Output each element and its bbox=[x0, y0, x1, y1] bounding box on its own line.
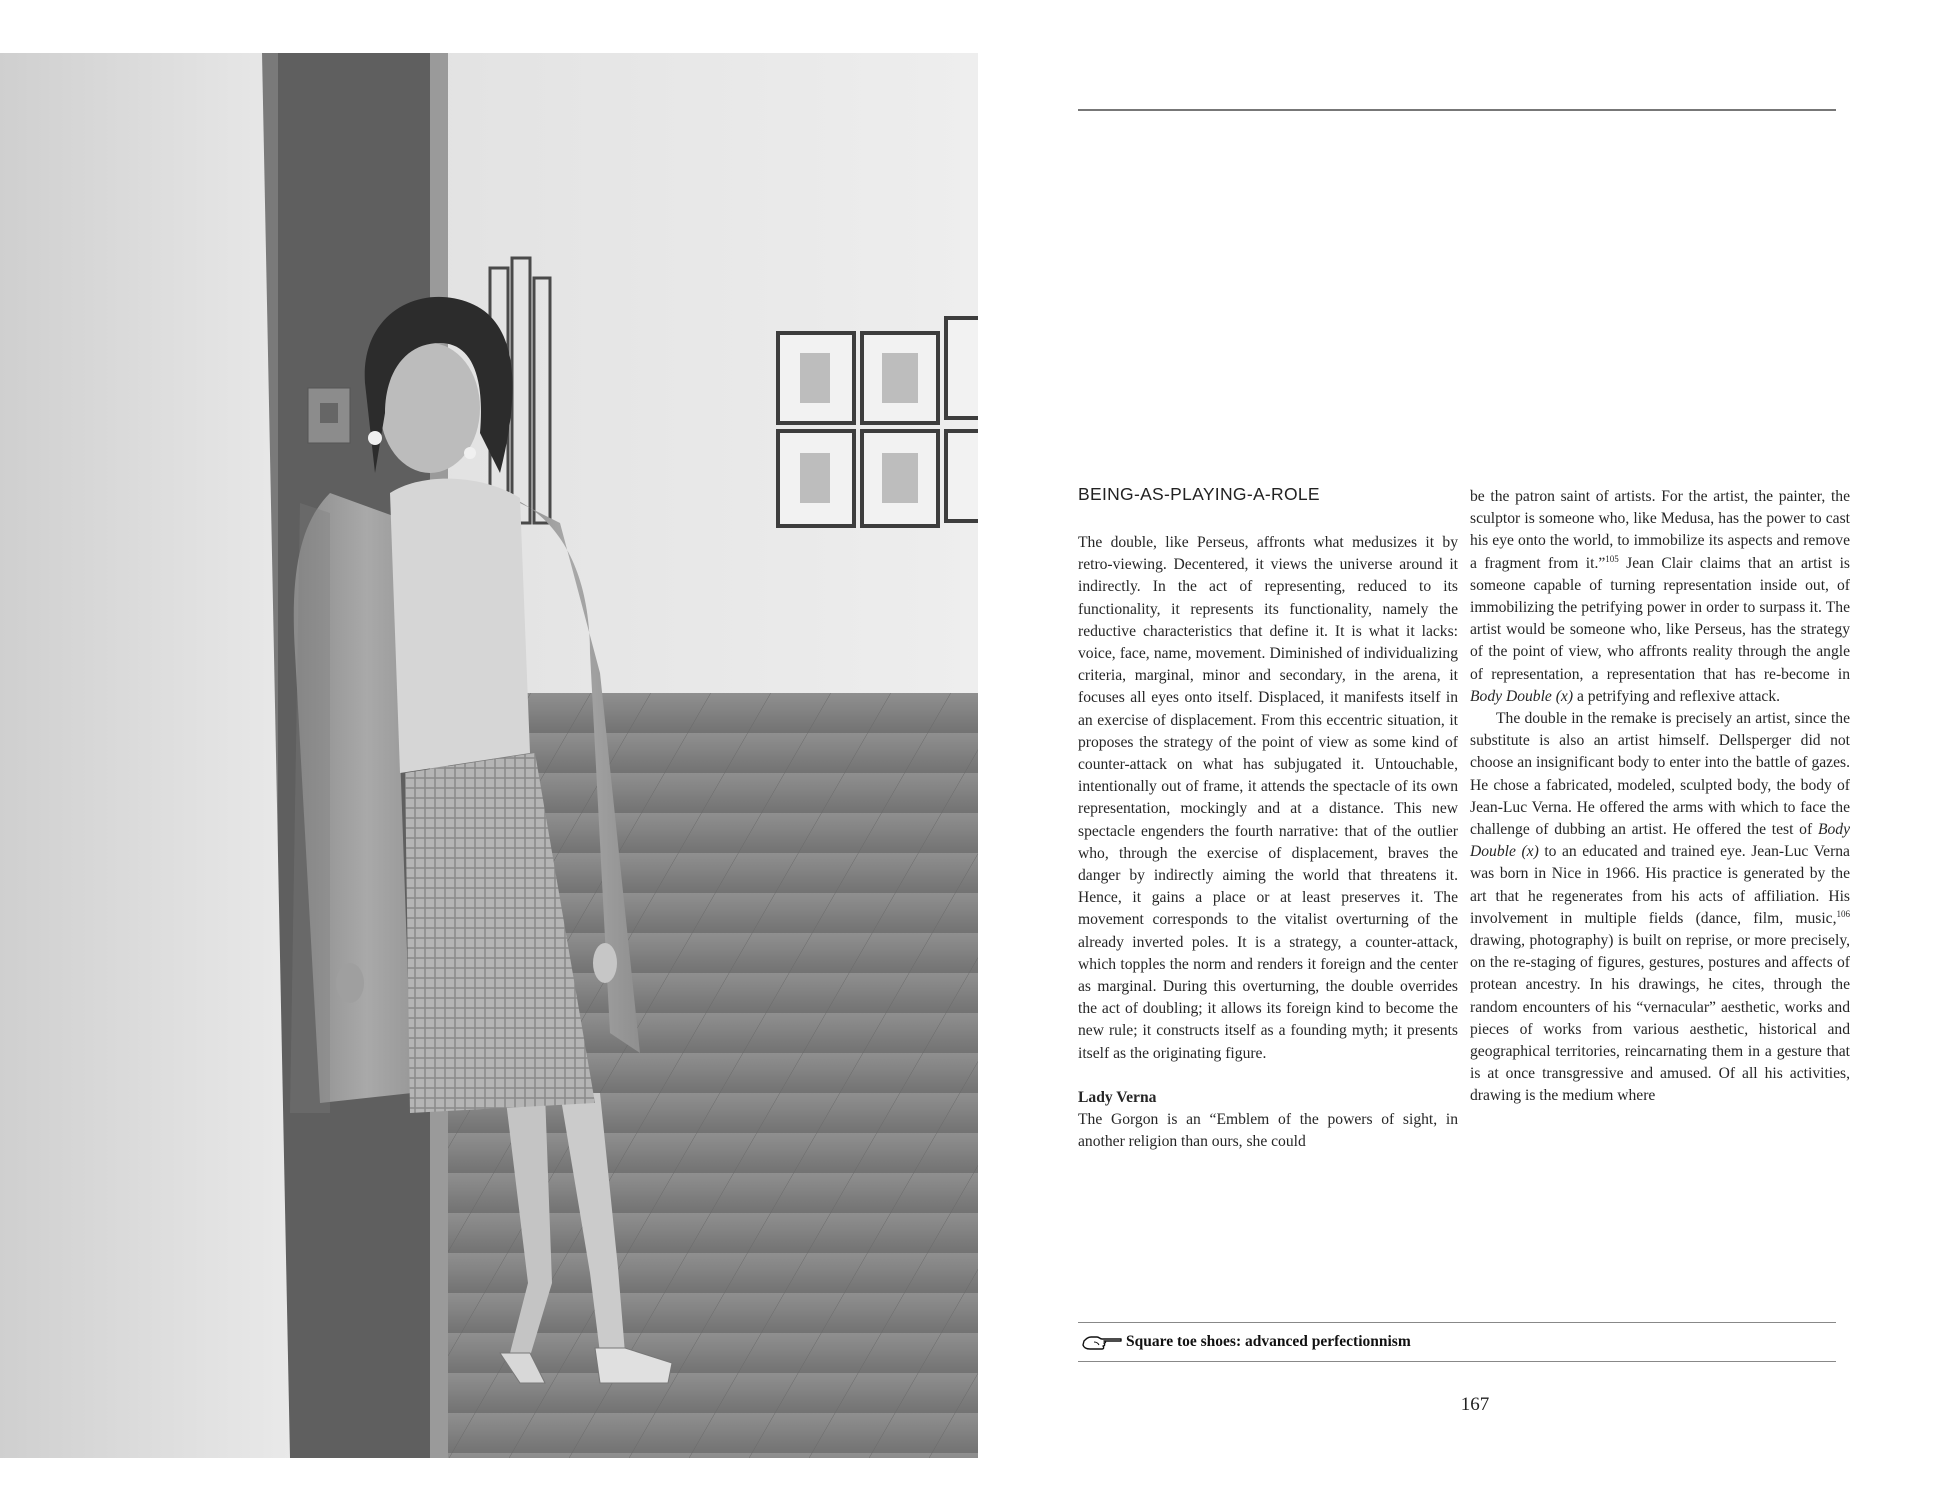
margin-note-rule-top bbox=[1078, 1322, 1836, 1323]
photograph bbox=[0, 53, 978, 1458]
top-rule bbox=[1078, 109, 1836, 111]
text-run: to an educated and trained eye. Jean-Luc Verna was born in Nice in 1966. His practice is generated by the art that he regenerates from his acts of affiliation. His involvement in multiple fields (dance, film, music, bbox=[1470, 843, 1850, 927]
text-column-left bbox=[1078, 532, 1458, 1153]
footnote-ref-105[interactable]: 105 bbox=[1605, 553, 1619, 564]
text-column-right bbox=[1470, 486, 1850, 1108]
footnote-ref-106[interactable]: 106 bbox=[1836, 908, 1850, 919]
pointing-hand-icon bbox=[1082, 1333, 1122, 1351]
body-paragraph bbox=[1470, 486, 1850, 708]
text-run: be the patron saint of artists. For the artist, the painter, the sculptor is someone who, like Medusa, has the power to cast his eye onto the world, to immobilize its aspects and remove a fragment from it.” bbox=[1470, 488, 1850, 572]
text-run: The double in the remake is precisely an artist, since the substitute is also an artist himself. Dellsperger did not choose an insignificant body to enter into the battle of gazes. He chose a fabricated, modeled, sculpted body, the body of Jean-Luc Verna. He offered the arms with which to face the challenge of dubbing an artist. He offered the test of bbox=[1470, 710, 1850, 839]
margin-note-text: Square toe shoes: advanced perfectionnism bbox=[1126, 1333, 1411, 1350]
section-heading: BEING-AS-PLAYING-A-ROLE bbox=[1078, 484, 1320, 504]
margin-note bbox=[1082, 1330, 1411, 1354]
work-title: Body Double (x) bbox=[1470, 821, 1850, 861]
subheading-lady-verna: Lady Verna bbox=[1078, 1088, 1157, 1106]
text-run: drawing, photography) is built on reprise, or more precisely, on the re-staging of figures, gestures, postures and affects of protean ancestry. In his drawings, he cites, through the random encounters of his “vernacular” aesthetic, works and pieces of works from various aesthetic, historical and geographical territories, reincarnating them in a gesture that is at once transgressive and amused. Of all his activities, drawing is the medium where bbox=[1470, 932, 1850, 1105]
body-paragraph: The Gorgon is an “Emblem of the powers of sight, in another religion than ours, she could bbox=[1078, 1111, 1458, 1151]
work-title: Body Double (x) bbox=[1470, 687, 1574, 705]
body-paragraph bbox=[1470, 708, 1850, 1108]
photo-image bbox=[0, 53, 978, 1458]
text-run: a petrifying and reflexive attack. bbox=[1573, 687, 1781, 705]
page-number: 167 bbox=[1460, 1394, 1490, 1415]
body-paragraph: The double, like Perseus, affronts what medusizes it by retro-viewing. Decentered, it views the universe around it indirectly. In the act of representing, reduced to its functionality, it represents its functionality, namely the reductive characteristics that define it. It is what it lacks: voice, face, name, movement. Diminished of individualizing criteria, marginal, minor and secondary, in the arena, it focuses all eyes onto itself. Displaced, it manifests itself in an exercise of displacement. From this eccentric situation, it proposes the strategy of the point of view as some kind of counter-attack on what has subjugated it. Untouchable, intentionally out of frame, it attends the spectacle of its own representation, mockingly and at a distance. This new spectacle engenders the fourth narrative: that of the outlier who, through the exercise of displacement, braves the danger by indirectly aiming the world that threatens it. Hence, it gains a place or at least preserves it. The movement corresponds to the vitalist overturning of the already inverted poles. It is a strategy, a counter-attack, which topples the norm and renders it foreign and the center as marginal. During this overturning, the double overrides the act of doubling; it allows its foreign kind to become the new rule; it constructs itself as a founding myth; it presents itself as the originating figure. bbox=[1078, 534, 1458, 1062]
margin-note-rule-bottom bbox=[1078, 1361, 1836, 1362]
text-run: Jean Clair claims that an artist is someone capable of turning representation inside out, of immobilizing the petrifying power in order to surpass it. The artist would be someone who, like Perseus, has the strategy of the point of view, who affronts reality through the angle of representation, a representation that has re-become in bbox=[1470, 554, 1850, 683]
